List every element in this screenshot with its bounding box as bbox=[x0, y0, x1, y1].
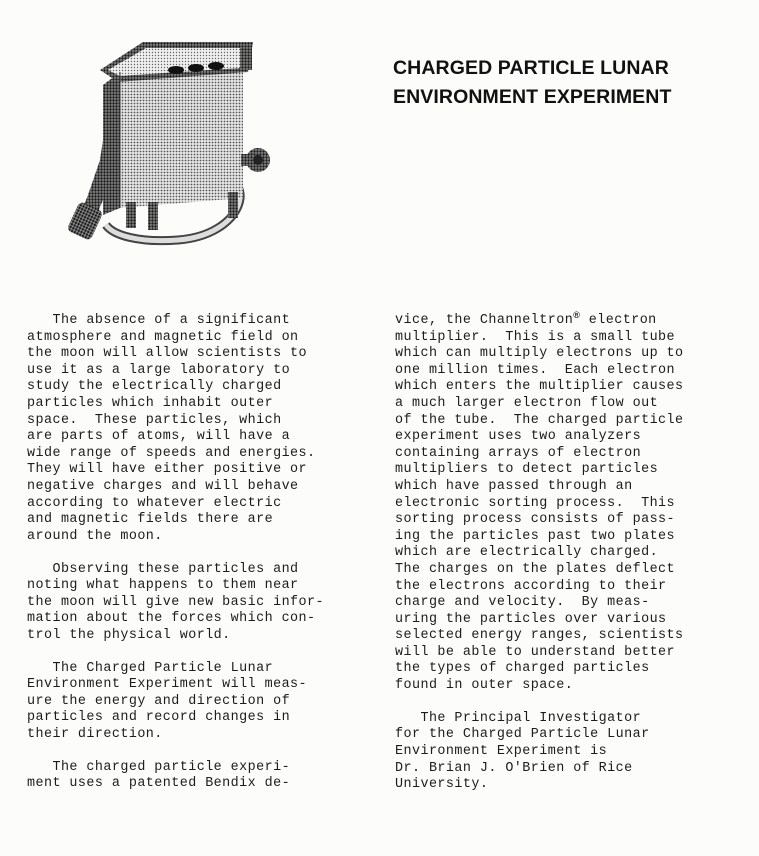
text-line: and magnetic fields there are bbox=[27, 512, 274, 528]
text-line: their direction. bbox=[27, 727, 163, 743]
text-line: noting what happens to them near bbox=[27, 578, 299, 594]
paragraph bbox=[395, 310, 740, 695]
text-line: the moon will allow scientists to bbox=[27, 346, 308, 362]
text-line: which have passed through an bbox=[395, 478, 633, 494]
right-text-column bbox=[395, 310, 740, 794]
text-line: which can multiply electrons up to bbox=[395, 346, 684, 362]
left-text-column bbox=[27, 313, 367, 793]
paragraph-gap bbox=[27, 744, 367, 760]
paragraph-gap bbox=[27, 644, 367, 660]
text-line: which are electrically charged. bbox=[395, 545, 659, 561]
text-line: Environment Experiment is bbox=[395, 744, 608, 760]
text-line: containing arrays of electron bbox=[395, 445, 642, 461]
text-line: around the moon. bbox=[27, 528, 163, 544]
text-line: are parts of atoms, will have a bbox=[27, 429, 291, 445]
text-line: which enters the multiplier causes bbox=[395, 379, 684, 395]
text-line: found in outer space. bbox=[395, 678, 574, 694]
text-line: vice, the Channeltron® electron bbox=[395, 310, 657, 328]
title-line-1: CHARGED PARTICLE LUNAR bbox=[393, 57, 669, 79]
text-line: use it as a large laboratory to bbox=[27, 362, 291, 378]
text-line: Dr. Brian J. O'Brien of Rice bbox=[395, 760, 633, 776]
text-line: mation about the forces which con- bbox=[27, 611, 316, 627]
text-line: particles which inhabit outer bbox=[27, 395, 274, 411]
text-line: trol the physical world. bbox=[27, 627, 231, 643]
paragraph bbox=[27, 562, 367, 645]
text-line: Observing these particles and bbox=[27, 561, 299, 577]
text-line: ure the energy and direction of bbox=[27, 693, 291, 709]
page-title bbox=[393, 54, 733, 112]
text-line: The absence of a significant bbox=[27, 313, 291, 328]
text-line: University. bbox=[395, 777, 489, 793]
text-line: ment uses a patented Bendix de- bbox=[27, 776, 291, 792]
text-line: They will have either positive or bbox=[27, 462, 308, 478]
instrument-photo bbox=[58, 30, 298, 265]
title-line-2: ENVIRONMENT EXPERIMENT bbox=[393, 86, 672, 108]
text-line: multipliers to detect particles bbox=[395, 462, 659, 478]
text-line: one million times. Each electron bbox=[395, 362, 676, 378]
paragraph bbox=[27, 661, 367, 744]
paragraph bbox=[27, 313, 367, 545]
text-line: according to whatever electric bbox=[27, 495, 282, 511]
text-line: The Charged Particle Lunar bbox=[27, 660, 274, 676]
text-line: experiment uses two analyzers bbox=[395, 429, 642, 445]
paragraph bbox=[395, 711, 740, 794]
paragraph-gap bbox=[27, 545, 367, 561]
text-line: electronic sorting process. This bbox=[395, 495, 676, 511]
text-line: uring the particles over various bbox=[395, 611, 667, 627]
text-line: space. These particles, which bbox=[27, 412, 282, 428]
text-line: particles and record changes in bbox=[27, 710, 291, 726]
text-line: The charged particle experi- bbox=[27, 759, 291, 775]
text-line: sorting process consists of pass- bbox=[395, 512, 676, 528]
text-line: of the tube. The charged particle bbox=[395, 412, 684, 428]
text-line: the types of charged particles bbox=[395, 661, 650, 677]
text-line: the moon will give new basic infor- bbox=[27, 594, 324, 610]
text-line: multiplier. This is a small tube bbox=[395, 329, 676, 345]
paragraph-gap bbox=[395, 695, 740, 711]
text-line: wide range of speeds and energies. bbox=[27, 445, 316, 461]
text-line: negative charges and will behave bbox=[27, 478, 299, 494]
text-line: will be able to understand better bbox=[395, 644, 676, 660]
text-line: selected energy ranges, scientists bbox=[395, 628, 684, 644]
text-line: charge and velocity. By meas- bbox=[395, 595, 650, 611]
paragraph bbox=[27, 760, 367, 793]
text-line: ing the particles past two plates bbox=[395, 528, 676, 544]
text-line: Environment Experiment will meas- bbox=[27, 677, 308, 693]
text-line: atmosphere and magnetic field on bbox=[27, 329, 299, 345]
text-line: The charges on the plates deflect bbox=[395, 561, 676, 577]
text-line: for the Charged Particle Lunar bbox=[395, 727, 650, 743]
text-line: The Principal Investigator bbox=[395, 710, 642, 726]
text-line: a much larger electron flow out bbox=[395, 395, 659, 411]
text-line: study the electrically charged bbox=[27, 379, 282, 395]
text-line: the electrons according to their bbox=[395, 578, 667, 594]
